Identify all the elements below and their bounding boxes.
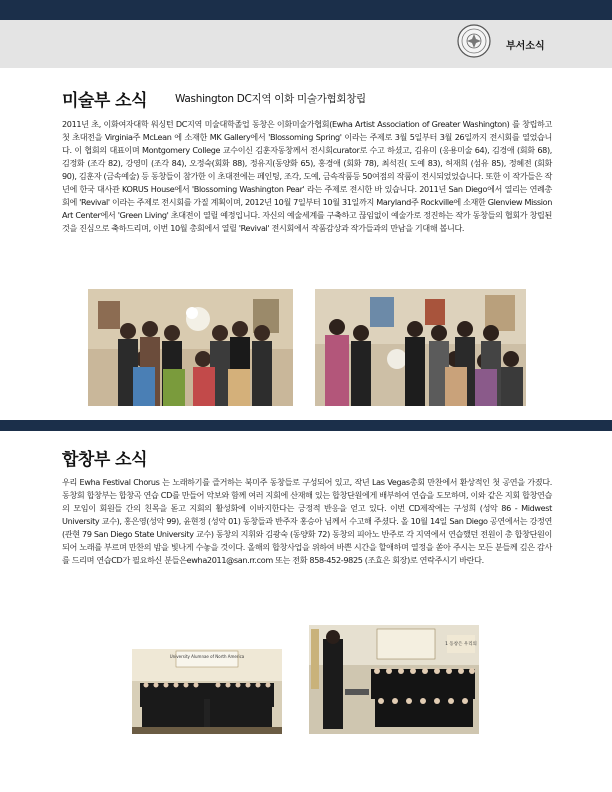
choir-section-title: 합창부 소식 xyxy=(62,450,148,470)
art-exhibition-photo-left xyxy=(88,289,293,406)
section-divider xyxy=(0,420,612,431)
choir-performance-photo-left xyxy=(132,649,282,734)
choir-section-body: 우리 Ewha Festival Chorus 는 노래하기를 즐거하는 북미주 동창들로 구성되어 있고, 작년 Las Vegas총회 만찬에서 환상적인 첫 공연을 가졌다. 동창회 합창부는 합창곡 연습 CD를 만들어 악보와 함께 여러 지회에 산재해 있는 합창단원에게 배부하여 연습을 도모하며, 이와 같은 지회 합창연습의 모임이 회원들 간의 친목을 돋고 지회의 활성화에 이바지한다는 긍정적 반응을 얻고 있다. 이번 CD제작에는 구성희 (성악 86 - Midwest University 교수), 홍은영(성악 99), 윤현정 (성악 01) 동창들과 반주자 홍승아 님께서 수고해 주셨다. 올 10월 14일 San Diego 공연에서는 강정연 (관현 79 San Diego State University 교수) 동창의 지휘와 김광숙 (동양화 72) 동창의 피아노 반주로 각 지역에서 연습했던 전원이 총 합창단원이 되어 노래를 부르며 만찬의 밤을 빛나게 수놓을 것이다. 올해의 합창사업을 위하여 바쁜 시간을 할애하며 열정을 쏟아 주시는 모든 분들께 깊은 감사를 드리며 연습CD가 필요하신 분들은ewha2011@san.rr.com 또는 전화 858-452-9825 (조효은 회장)로 연락주시기 바란다. xyxy=(62,477,552,565)
header-top-band xyxy=(0,0,612,20)
choir-performance-photo-right xyxy=(309,625,479,734)
art-section-body: 2011년 초, 이화여자대학 워싱턴 DC지역 미술대학졸업 동창은 이화미술가협회(Ewha Artist Association of Greater Washington) 를 창립하고 첫 초대전을 Virginia주 McLean 에 소재한 MK Gallery에서 'Blossoming Spring' 이라는 주제로 3월 5일부터 3월 26일까지 전시회를 열었습니다. 이 협회의 대표이며 Montgomery College 교수이신 김훈자동창께서 전시회curator로 수고 하셨고, 김유미 (응용미술 64), 김경애 (회화 68),김정화 (조각 82), 강영미 (조각 84), 오정숙(회화 88), 정유지(동양화 65), 홍경애 (회화 78), 최석진( 도예 83), 허재희 (섬유 85), 정혜전 (회화 90), 김훈자 (금속예술) 등 동창들이 참가한 이 초대전에는 페인팅, 조각, 도예, 금속작품등 50여점의 작품이 전시되었었습니다. 또한 이 작가들은 작년에 한국 대사관 KORUS House에서 'Blossoming Washington Pear' 라는 주제로 전시한 바 있습니다. 2011년 San Diego에서 열리는 연례총회에 'Revival' 이라는 주제로 전시회를 가질 계획이며, 2012년 10월 7일부터 10월 31일까지 Maryland주 Rockville에 소재한 Glenview Mission Art Center에서 'Green Living' 초대전이 열릴 예정입니다. 자신의 예술세계를 구축하고 끊임없이 예술가로 정진하는 작가 동창들의 협회가 창립된 것을 진심으로 축하드리며, 이번 10월 총회에서 열릴 'Revival' 전시회에서 작품감상과 작가들과의 만남을 기대해 봅니다. xyxy=(62,119,552,233)
ewha-seal-icon xyxy=(457,24,491,58)
choir-right-banner-text: 1 동창은 우리의 xyxy=(445,642,477,647)
art-section-title: 미술부 소식 xyxy=(62,91,148,111)
choir-left-banner-text: University Alumnae of North America xyxy=(169,654,245,659)
art-exhibition-photo-right xyxy=(315,289,526,406)
section-label: 부서소식 xyxy=(506,41,545,52)
art-section-subtitle: Washington DC지역 이화 미술가협회창립 xyxy=(175,93,366,105)
